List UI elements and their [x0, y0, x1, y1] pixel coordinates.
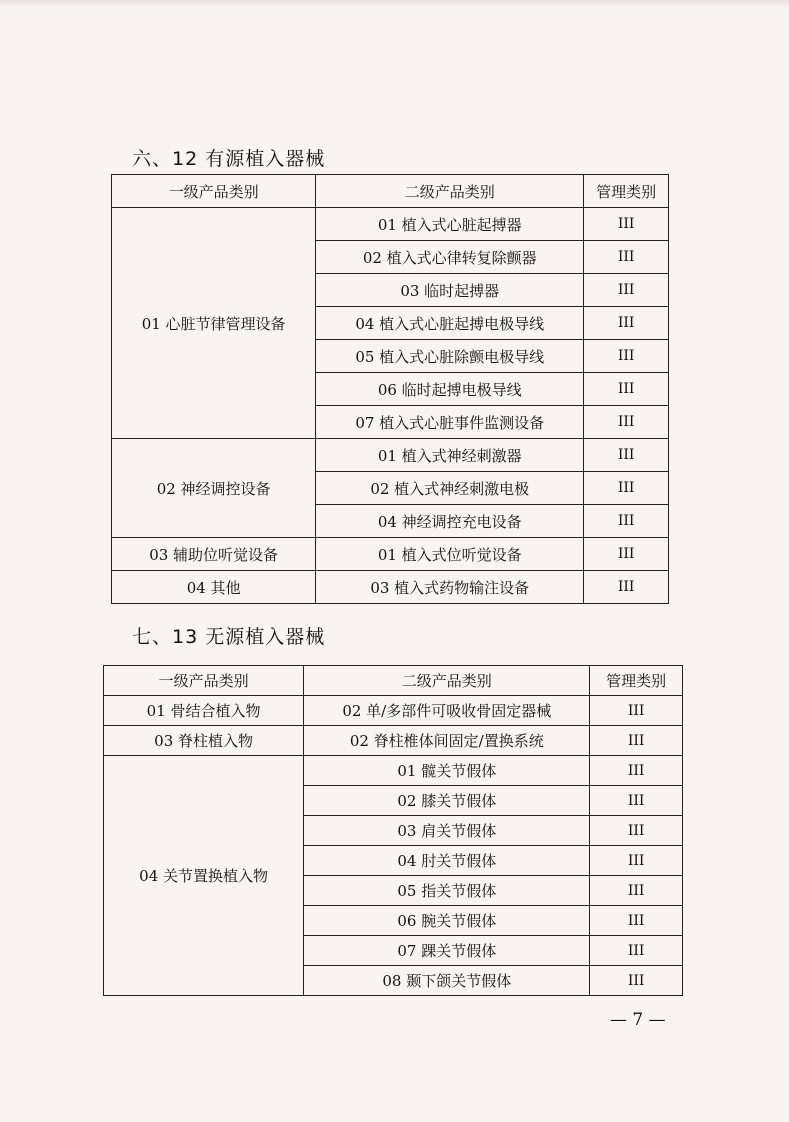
table-row	[112, 208, 669, 241]
secondary-category-cell: 06 临时起搏电极导线	[316, 373, 584, 406]
secondary-category-cell: 03 植入式药物输注设备	[316, 571, 584, 604]
secondary-category-cell: 07 踝关节假体	[304, 936, 590, 966]
table-row	[112, 439, 669, 472]
header-secondary-category: 二级产品类别	[316, 175, 584, 208]
primary-category-cell: 01 心脏节律管理设备	[112, 208, 316, 439]
management-class-cell: III	[590, 876, 683, 906]
secondary-category-cell: 03 临时起搏器	[316, 274, 584, 307]
secondary-category-cell: 05 指关节假体	[304, 876, 590, 906]
secondary-category-cell: 02 脊柱椎体间固定/置换系统	[304, 726, 590, 756]
secondary-category-cell: 03 肩关节假体	[304, 816, 590, 846]
management-class-cell: III	[590, 936, 683, 966]
primary-category-cell: 02 神经调控设备	[112, 439, 316, 538]
section-title-passive-implants: 七、13 无源植入器械	[132, 626, 326, 648]
secondary-category-cell: 02 植入式心律转复除颤器	[316, 241, 584, 274]
management-class-cell: III	[584, 208, 669, 241]
table-row	[112, 571, 669, 604]
table-header-row	[104, 666, 683, 696]
secondary-category-cell: 01 髋关节假体	[304, 756, 590, 786]
management-class-cell: III	[584, 307, 669, 340]
management-class-cell: III	[590, 966, 683, 996]
top-edge-tint	[0, 0, 789, 8]
secondary-category-cell: 04 神经调控充电设备	[316, 505, 584, 538]
management-class-cell: III	[584, 373, 669, 406]
header-management-class: 管理类别	[590, 666, 683, 696]
primary-category-cell: 04 关节置换植入物	[104, 756, 304, 996]
primary-category-cell: 01 骨结合植入物	[104, 696, 304, 726]
management-class-cell: III	[584, 241, 669, 274]
table-row	[112, 538, 669, 571]
secondary-category-cell: 01 植入式心脏起搏器	[316, 208, 584, 241]
secondary-category-cell: 04 植入式心脏起搏电极导线	[316, 307, 584, 340]
management-class-cell: III	[584, 406, 669, 439]
passive-implants-table	[103, 665, 683, 996]
secondary-category-cell: 05 植入式心脏除颤电极导线	[316, 340, 584, 373]
secondary-category-cell: 06 腕关节假体	[304, 906, 590, 936]
primary-category-cell: 04 其他	[112, 571, 316, 604]
header-secondary-category: 二级产品类别	[304, 666, 590, 696]
secondary-category-cell: 01 植入式神经刺激器	[316, 439, 584, 472]
secondary-category-cell: 07 植入式心脏事件监测设备	[316, 406, 584, 439]
management-class-cell: III	[584, 472, 669, 505]
management-class-cell: III	[584, 439, 669, 472]
management-class-cell: III	[584, 538, 669, 571]
table-row	[104, 756, 683, 786]
table-row	[104, 696, 683, 726]
management-class-cell: III	[590, 726, 683, 756]
active-implants-table	[111, 174, 669, 604]
management-class-cell: III	[590, 696, 683, 726]
secondary-category-cell: 02 膝关节假体	[304, 786, 590, 816]
table-header-row	[112, 175, 669, 208]
section-title-active-implants: 六、12 有源植入器械	[132, 148, 326, 170]
management-class-cell: III	[590, 846, 683, 876]
management-class-cell: III	[584, 571, 669, 604]
management-class-cell: III	[584, 274, 669, 307]
primary-category-cell: 03 脊柱植入物	[104, 726, 304, 756]
page-number: — 7 —	[610, 1010, 666, 1030]
management-class-cell: III	[590, 816, 683, 846]
header-primary-category: 一级产品类别	[104, 666, 304, 696]
secondary-category-cell: 08 颞下颌关节假体	[304, 966, 590, 996]
management-class-cell: III	[584, 340, 669, 373]
management-class-cell: III	[590, 906, 683, 936]
primary-category-cell: 03 辅助位听觉设备	[112, 538, 316, 571]
secondary-category-cell: 02 植入式神经刺激电极	[316, 472, 584, 505]
management-class-cell: III	[584, 505, 669, 538]
header-management-class: 管理类别	[584, 175, 669, 208]
header-primary-category: 一级产品类别	[112, 175, 316, 208]
table-row	[104, 726, 683, 756]
management-class-cell: III	[590, 786, 683, 816]
secondary-category-cell: 02 单/多部件可吸收骨固定器械	[304, 696, 590, 726]
secondary-category-cell: 04 肘关节假体	[304, 846, 590, 876]
secondary-category-cell: 01 植入式位听觉设备	[316, 538, 584, 571]
management-class-cell: III	[590, 756, 683, 786]
